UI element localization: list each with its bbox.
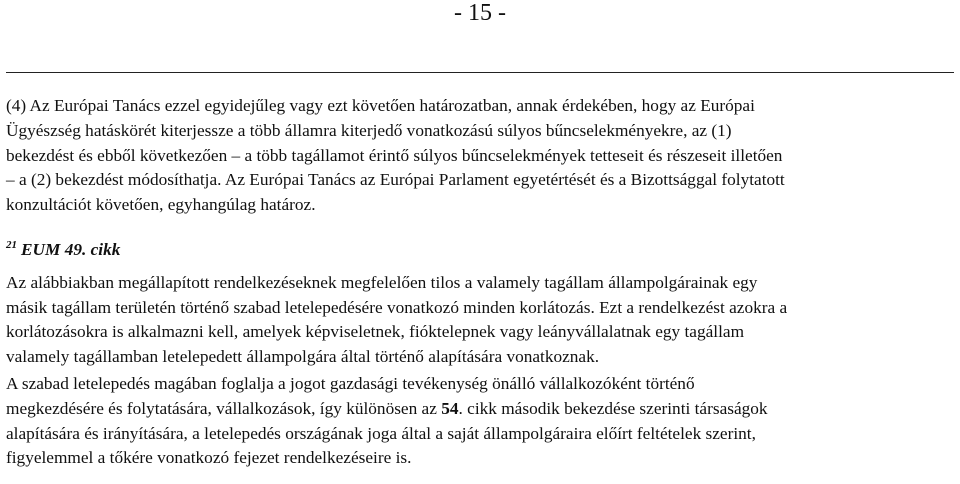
article-paragraph-1-line-2: másik tagállam területén történő szabad letelepedésére vonatkozó minden korlátozás. Ezt a rendelkezést azokra a [6,297,788,317]
article-title: EUM 49. cikk [21,239,121,259]
paragraph-4 [6,94,956,218]
article-paragraph-2-line-4: figyelemmel a tőkére vonatkozó fejezet rendelkezéseire is. [6,448,412,468]
footnote-marker: 21 [6,238,17,251]
article-paragraph-2-line-3: alapítására és irányítására, a letelepedés országának joga által a saját állampolgáraira előírt feltételek szerint, [6,423,756,443]
article-paragraph-2-line-1: A szabad letelepedés magában foglalja a jogot gazdasági tevékenység önálló vállalkozóként történő [6,373,695,393]
article-paragraph-1-line-1: Az alábbiakban megállapított rendelkezéseknek megfelelően tilos a valamely tagállam állampolgárainak egy [6,272,758,292]
header-divider [6,72,954,73]
document-body [6,94,956,471]
paragraph-4-line-5: konzultációt követően, egyhangúlag határoz. [6,195,316,215]
article-paragraph-2 [6,372,956,471]
article-paragraph-1-line-3: korlátozásokra is alkalmazni kell, amelyek képviseletnek, fióktelepnek vagy leányvállalatnak egy tagállam [6,322,745,342]
paragraph-4-line-1: (4) Az Európai Tanács ezzel egyidejűleg vagy ezt követően határozatban, annak érdekében, hogy az Európai [6,96,755,115]
paragraph-4-line-4: – a (2) bekezdést módosíthatja. Az Európai Tanács az Európai Parlament egyetértését és a Bizottsággal folytatott [6,170,785,190]
paragraph-4-line-2: Ügyészség hatáskörét kiterjessze a több államra kiterjedő vonatkozású súlyos bűncselekményekre, az (1) [6,120,732,140]
article-paragraph-1-line-4: valamely tagállamban letelepedett állampolgára által történő alapítására vonatkoznak. [6,347,600,367]
article-reference-number: 54 [441,398,459,418]
article-paragraph-1 [6,271,956,370]
article-paragraph-2-line-2-start: megkezdésére és folytatására, vállalkozások, így különösen az [6,398,442,418]
article-paragraph-2-line-2-end: . cikk második bekezdése szerinti társaságok [458,398,768,418]
page-number: - 15 - [454,0,506,26]
article-heading [6,238,956,263]
paragraph-4-line-3: bekezdést és ebből következően – a több tagállamot érintő súlyos bűncselekmények tetteseit és részeseit illetően [6,145,783,165]
